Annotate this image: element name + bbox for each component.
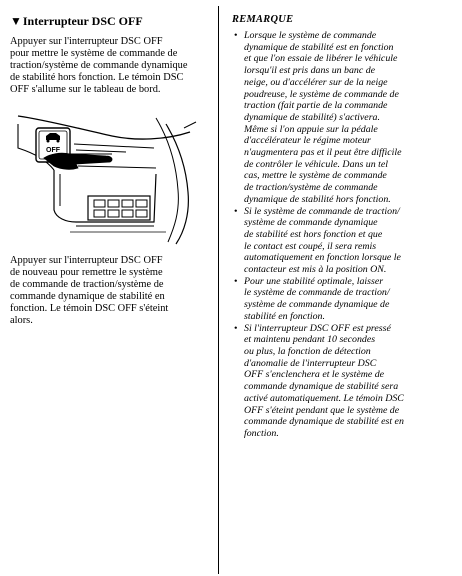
off-label: OFF (46, 147, 60, 154)
right-column (232, 14, 456, 440)
note-item (232, 206, 456, 276)
bullet-icon: • (234, 275, 238, 287)
section-heading (10, 14, 208, 28)
paragraph-turn-off: Appuyer sur l'interrupteur DSC OFF pour mettre le système de commande de traction/système de commande dynamique de stabilité hors fonction. Le témoin DSC OFF s'allume sur le tableau de bord. (10, 36, 188, 95)
note-item (232, 276, 456, 323)
note-list (232, 30, 456, 440)
note-text: Si l'interrupteur DSC OFF est pressé et maintenu pendant 10 secondes ou plus, la fonction de détection d'anomalie de l'interrupteur DSC OFF s'enclenchera et le système de commande dynamique de stabilité sera activé automatiquement. Le témoin DSC OFF s'éteint pendant que le système de commande dynamique de stabilité est en fonction. (244, 322, 404, 439)
note-text: Lorsque le système de commande dynamique de stabilité est en fonction et que l'on essaie de libérer le véhicule lorsqu'il est pris dans un banc de neige, ou d'accélérer sur de la neige poudreuse, le système de commande de traction (fait partie de la commande dynamique de stabilité) s'activera. Même si l'on appuie sur la pédale d'accélérateur le régime moteur n'augmentera pas et il peut être difficile de contrôler le véhicule. Dans un tel cas, mettre le système de commande de traction/système de commande dynamique de stabilité hors fonction. (244, 30, 402, 205)
bullet-icon: • (234, 205, 238, 217)
note-item (232, 30, 456, 206)
note-item (232, 323, 456, 440)
note-text: Pour une stabilité optimale, laisser le système de commande de traction/ système de commande dynamique de stabilité en fonction. (244, 275, 390, 322)
dsc-off-switch-illustration (16, 114, 198, 246)
section-heading-text: Interrupteur DSC OFF (22, 14, 143, 28)
note-text: Si le système de commande de traction/ système de commande dynamique de stabilité est hors fonction et que le contact est coupé, il sera remis automatiquement en fonction lorsque le contacteur est mis à la position ON. (244, 205, 401, 276)
triangle-marker-icon: ▼ (10, 14, 22, 28)
paragraph-turn-on: Appuyer sur l'interrupteur DSC OFF de nouveau pour remettre le système de commande de traction/système de commande dynamique de stabilité en fonction. Le témoin DSC OFF s'éteint alors. (10, 255, 169, 326)
note-title: REMARQUE (232, 14, 294, 25)
column-divider (218, 6, 219, 574)
bullet-icon: • (234, 322, 238, 334)
bullet-icon: • (234, 30, 238, 41)
left-column (10, 14, 208, 96)
